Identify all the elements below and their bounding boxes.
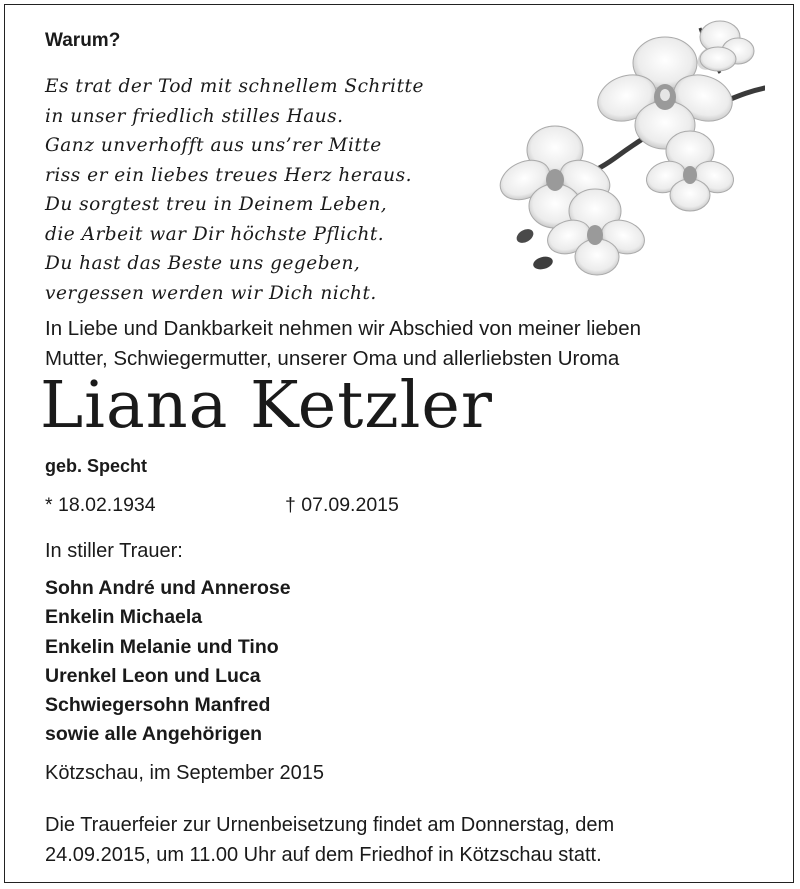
funeral-notice bbox=[45, 810, 765, 870]
maiden-name: geb. Specht bbox=[45, 456, 148, 476]
poem-line: riss er ein liebes treues Herz heraus. bbox=[45, 164, 412, 186]
poem-heading: Warum? bbox=[45, 30, 121, 51]
mourner: sowie alle Angehörigen bbox=[45, 723, 263, 746]
mourners-list bbox=[45, 574, 291, 750]
intro-line: Mutter, Schwiegermutter, unserer Oma und allerliebsten Uroma bbox=[45, 347, 620, 370]
poem-line: Du hast das Beste uns gegeben, bbox=[45, 253, 361, 274]
poem-line: Es trat der Tod mit schnellem Schritte bbox=[45, 76, 424, 97]
place-date: Kötzschau, im September 2015 bbox=[45, 762, 325, 784]
mourner: Sohn André und Annerose bbox=[45, 577, 291, 599]
mourner: Enkelin Melanie und Tino bbox=[45, 635, 279, 658]
poem-line: Ganz unverhofft aus uns’rer Mitte bbox=[45, 135, 382, 156]
intro-text bbox=[45, 314, 641, 374]
death-date: † 07.09.2015 bbox=[285, 494, 399, 516]
mourner: Schwiegersohn Manfred bbox=[45, 694, 271, 717]
funeral-line: 24.09.2015, um 11.00 Uhr auf dem Friedhof in Kötzschau statt. bbox=[45, 844, 602, 866]
poem-line: die Arbeit war Dir höchste Pflicht. bbox=[45, 223, 385, 245]
mourner: Enkelin Michaela bbox=[45, 606, 203, 629]
deceased-name: Liana Ketzler bbox=[40, 368, 493, 443]
mourner: Urenkel Leon und Luca bbox=[45, 664, 261, 687]
birth-date: * 18.02.1934 bbox=[45, 494, 156, 516]
poem-line: in unser friedlich stilles Haus. bbox=[45, 105, 344, 127]
funeral-line: Die Trauerfeier zur Urnenbeisetzung findet am Donnerstag, dem bbox=[45, 814, 615, 836]
poem bbox=[45, 72, 424, 308]
poem-line: vergessen werden wir Dich nicht. bbox=[45, 282, 377, 304]
poem-line: Du sorgtest treu in Deinem Leben, bbox=[45, 194, 388, 215]
mourning-label: In stiller Trauer: bbox=[45, 540, 183, 562]
intro-line: In Liebe und Dankbarkeit nehmen wir Abschied von meiner lieben bbox=[45, 317, 642, 340]
orchid-icon bbox=[495, 18, 765, 278]
